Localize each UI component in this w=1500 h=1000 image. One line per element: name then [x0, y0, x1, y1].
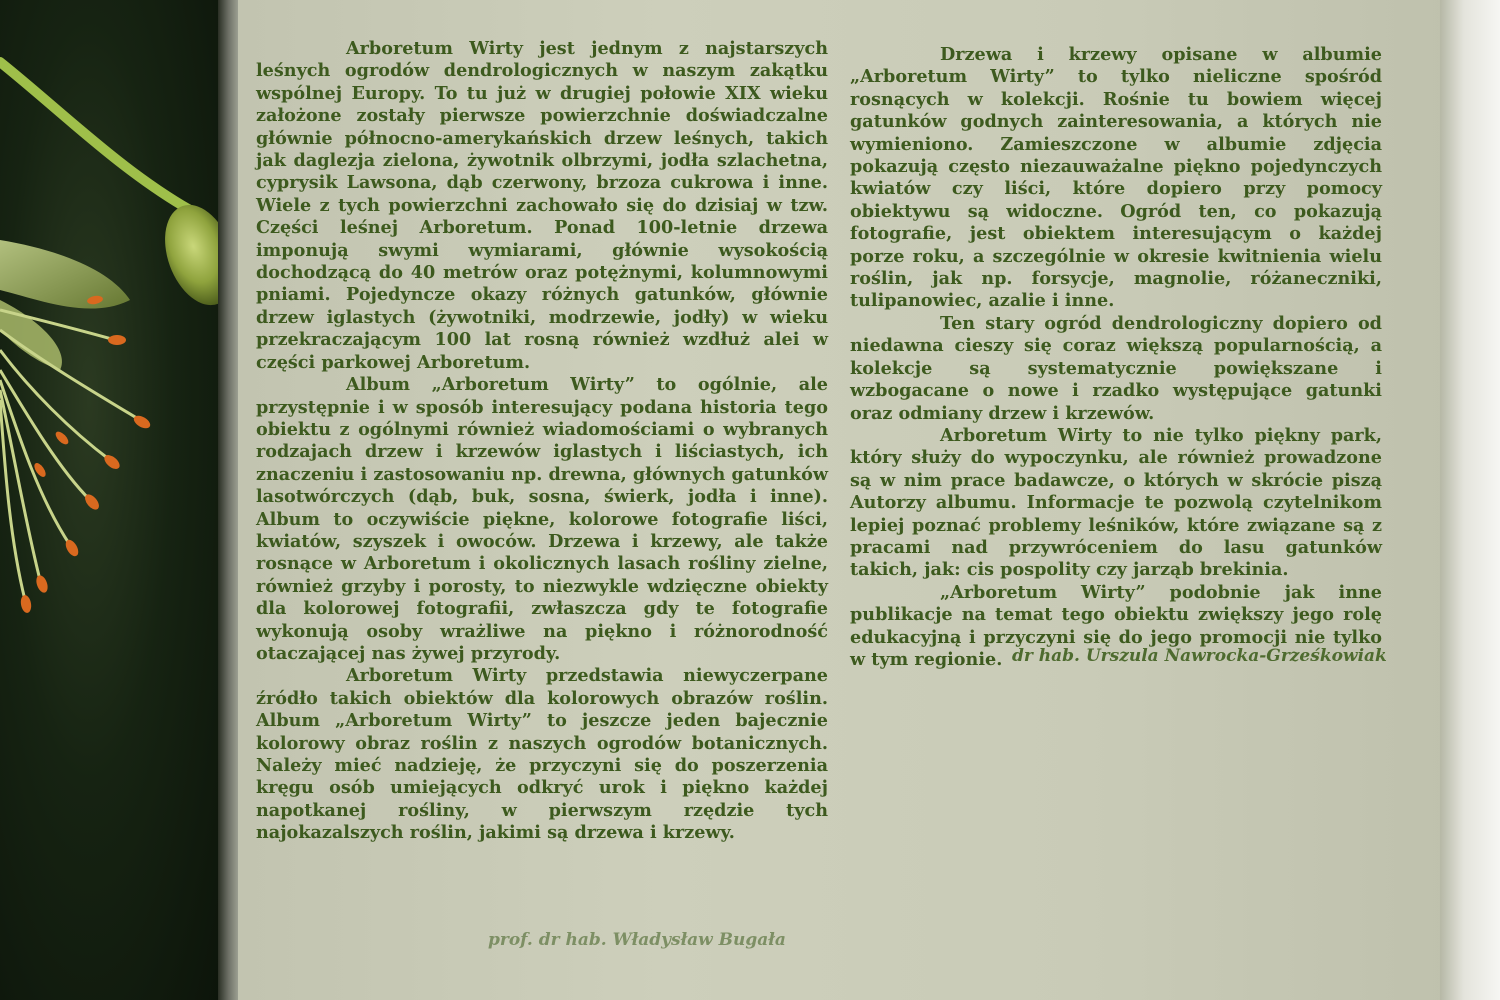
left-signature: prof. dr hab. Władysław Bugała — [488, 930, 786, 950]
flower-photo — [0, 0, 222, 1000]
paragraph: „Arboretum Wirty” podobnie jak inne publikacje na temat tego obiektu zwiększy jego rolę edukacyjną i przyczyni się do jego promocji nie tylko w tym regionie. — [850, 581, 1382, 670]
paragraph: Arboretum Wirty jest jednym z najstarszych leśnych ogrodów dendrologicznych w naszym zakątku wspólnej Europy. To tu już w drugiej połowie XIX wieku założone zostały pierwsze powierzchnie doświadczalne głównie północno-amerykańskich drzew leśnych, takich jak daglezja zielona, żywotnik olbrzymi, jodła szlachetna, cyprysik Lawsona, dąb czerwony, brzoza cukrowa i inne. Wiele z tych powierzchni zachowało się do dzisiaj w tzw. Części leśnej Arboretum. Ponad 100-letnie drzewa imponują swymi wymiarami, głównie wysokością dochodzącą do 40 metrów oraz potężnymi, kolumnowymi pniami. Pojedyncze okazy różnych gatunków, głównie drzew iglastych (żywotniki, modrzewie, jodły) w wieku przekraczającym 100 lat rosną również wzdłuż alei w części parkowej Arboretum. — [256, 38, 828, 373]
paragraph: Arboretum Wirty przedstawia niewyczerpane źródło takich obiektów dla kolorowych obrazów roślin. Album „Arboretum Wirty” to jeszcze jeden bajecznie kolorowy obraz roślin z naszych ogrodów botanicznych. Należy mieć nadzieję, że przyczyni się do poszerzenia kręgu osób umiejących odkryć urok i piękno każdej napotkanej rośliny, w pierwszym rzędzie tych najokazalszych roślin, jakimi są drzewa i krzewy. — [256, 665, 828, 844]
flower-stamens-illustration — [0, 0, 222, 1000]
paragraph: Drzewa i krzewy opisane w albumie „Arboretum Wirty” to tylko nieliczne spośród rosnących w kolekcji. Rośnie tu bowiem więcej gatunków godnych zainteresowania, a których nie wymieniono. Zamieszczone w albumie zdjęcia pokazują często niezauważalne piękno pojedynczych kwiatów czy liści, które dopiero przy pomocy obiektywu są widoczne. Ogród ten, co pokazują fotografie, jest obiektem interesującym o każdej porze roku, a szczególnie w okresie kwitnienia wielu roślin, jak np. forsycje, magnolie, różaneczniki, tulipanowiec, azalie i inne. — [850, 44, 1382, 312]
paragraph: Ten stary ogród dendrologiczny dopiero od niedawna cieszy się coraz większą popularnością, a kolekcje są systematycznie powiększane i wzbogacane o nowe i rzadko występujące gatunki oraz odmiany drzew i krzewów. — [850, 312, 1382, 424]
right-text-column — [850, 44, 1382, 671]
paragraph: Album „Arboretum Wirty” to ogólnie, ale przystępnie i w sposób interesujący podana historia tego obiektu z ogólnymi również wiadomościami o wybranych rodzajach drzew i krzewów iglastych i liściastych, ich znaczeniu i zastosowaniu np. drewna, głównych gatunków lasotwórczych (dąb, buk, sosna, świerk, jodła i inne). Album to oczywiście piękne, kolorowe fotografie liści, kwiatów, szyszek i owoców. Drzewa i krzewy, ale także rosnące w Arboretum i okolicznych lasach rośliny zielne, również grzyby i porosty, to niezwykle wdzięczne obiekty dla kolorowej fotografii, zwłaszcza gdy te fotografie wykonują osoby wrażliwe na piękno i różnorodność otaczającej nas żywej przyrody. — [256, 374, 828, 664]
right-signature: dr hab. Urszula Nawrocka-Grześkowiak — [1012, 646, 1387, 666]
page-edge — [1440, 0, 1500, 1000]
paragraph: Arboretum Wirty to nie tylko piękny park, który służy do wypoczynku, ale również prowadzone są w nim prace badawcze, o których w skrócie piszą Autorzy albumu. Informacje te pozwolą czytelnikom lepiej poznać problemy leśników, które związane są z pracami nad przywróceniem do lasu gatunków takich, jak: cis pospolity czy jarząb brekinia. — [850, 424, 1382, 581]
left-text-column — [256, 38, 828, 845]
